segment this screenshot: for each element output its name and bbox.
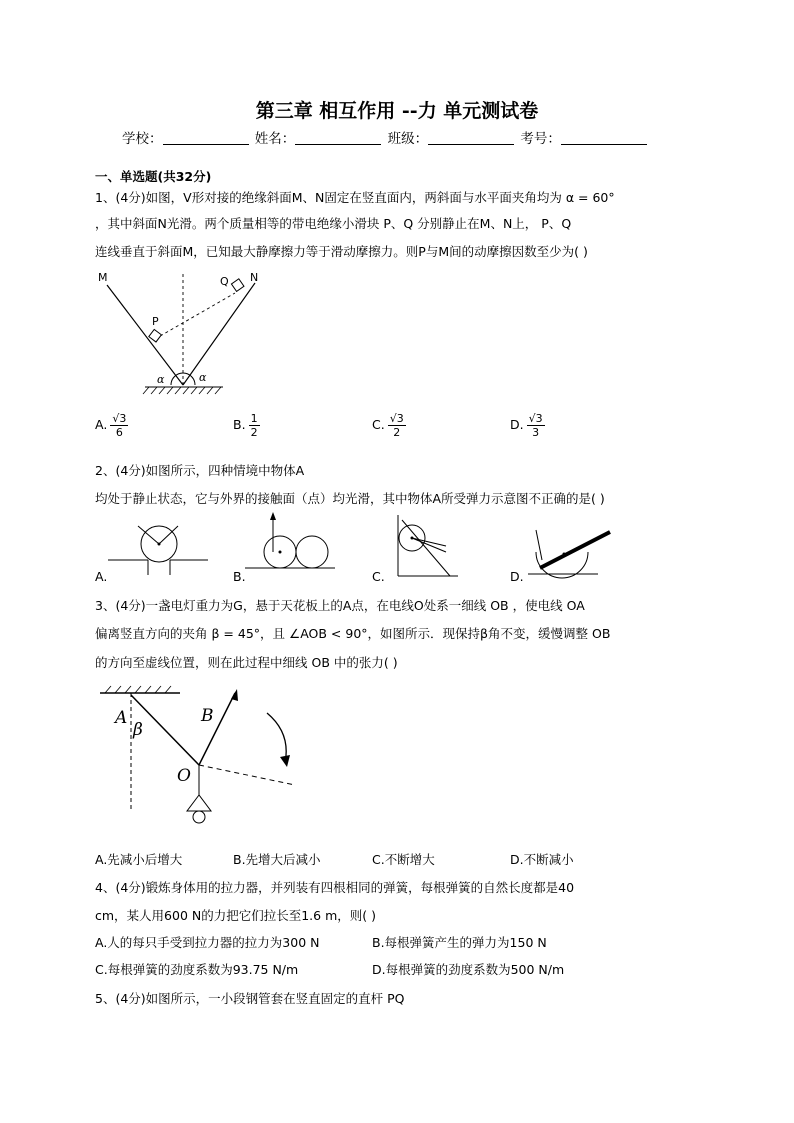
q2-option-a[interactable]: A. (95, 569, 108, 584)
q3-line-3: 的方向至虚线位置，则在此过程中细线 OB 中的张力( ) (95, 655, 398, 670)
student-info-row (122, 127, 649, 147)
q1-figure (95, 265, 275, 405)
q1-label-alpha-left: α (157, 373, 165, 386)
q3-option-a[interactable]: A.先减小后增大 (95, 852, 183, 867)
q2-figure-c (388, 510, 488, 580)
school-blank[interactable] (163, 130, 249, 145)
q2-option-d[interactable]: D. (510, 569, 524, 584)
q4-option-b[interactable]: B.每根弹簧产生的弹力为150 N (372, 935, 547, 950)
q1-label-n: N (250, 271, 259, 284)
q4-option-a[interactable]: A.人的每只手受到拉力器的拉力为300 N (95, 935, 320, 950)
q1-line-3: 连线垂直于斜面M，已知最大静摩擦力等于滑动摩擦力。则P与M间的动摩擦因数至少为( ) (95, 244, 588, 259)
class-label: 班级： (387, 131, 429, 147)
q2-option-b[interactable]: B. (233, 569, 246, 584)
page-title: 第三章 相互作用 --力 单元测试卷 (255, 100, 539, 122)
q3-label-o: O (177, 766, 191, 786)
q1-label-alpha-right: α (199, 371, 207, 384)
q1-option-c[interactable]: C. $\frac{√3}{2}$ (372, 412, 404, 439)
q4-option-c[interactable]: C.每根弹簧的劲度系数为93.75 N/m (95, 962, 299, 977)
section-heading: 一、单选题(共32分) (95, 169, 212, 184)
q3-figure (95, 685, 325, 835)
q2-figure-a (108, 510, 208, 580)
exam-number-blank[interactable] (561, 130, 647, 145)
q2-option-c[interactable]: C. (372, 569, 385, 584)
q1-line-2: ，其中斜面N光滑。两个质量相等的带电绝缘小滑块 P、Q 分别静止在M、N上， P、Q (95, 216, 572, 231)
q1-option-d[interactable]: D. $\frac{√3}{3}$ (510, 412, 543, 439)
school-label: 学校： (122, 131, 163, 147)
q1-option-a[interactable]: A. $\frac{√3}{6}$ (95, 412, 127, 439)
q2-figure-d (518, 510, 628, 580)
q2-line-2: 均处于静止状态，它与外界的接触面（点）均光滑，其中物体A所受弹力示意图不正确的是( ) (95, 491, 605, 506)
q3-label-b: B (201, 706, 214, 726)
q3-label-a: A (115, 708, 128, 728)
q4-line-2: cm，某人用600 N的力把它们拉长至1.6 m，则( ) (95, 908, 376, 923)
exam-number-label: 考号： (520, 131, 561, 147)
q3-line-2: 偏离竖直方向的夹角 β = 45°，且 ∠AOB < 90°，如图所示．现保持β角不变，缓慢调整 OB (95, 626, 611, 641)
q3-option-d[interactable]: D.不断减小 (510, 852, 574, 867)
q3-option-c[interactable]: C.不断增大 (372, 852, 435, 867)
q4-line-1: 4、(4分)锻炼身体用的拉力器，并列装有四根相同的弹簧，每根弹簧的自然长度都是40 (95, 880, 575, 895)
q3-label-beta: β (133, 720, 143, 740)
q1-option-b[interactable]: B. $\frac{1}{2}$ (233, 412, 258, 439)
q3-line-1: 3、(4分)一盏电灯重力为G，悬于天花板上的A点，在电线O处系一细线 OB ，使电线 OA (95, 598, 585, 613)
q1-label-q: Q (220, 275, 229, 288)
q2-line-1: 2、(4分)如图所示，四种情境中物体A (95, 463, 305, 478)
q1-label-m: M (98, 271, 108, 284)
class-blank[interactable] (428, 130, 514, 145)
q1-line-1: 1、(4分)如图，V形对接的绝缘斜面M、N固定在竖直面内，两斜面与水平面夹角均为 α = 60° (95, 190, 615, 205)
q3-option-b[interactable]: B.先增大后减小 (233, 852, 321, 867)
q1-label-p: P (152, 315, 159, 328)
name-label: 姓名： (254, 131, 296, 147)
q2-figure-b (245, 508, 345, 580)
q5-line-1: 5、(4分)如图所示，一小段钢管套在竖直固定的直杆 PQ (95, 991, 405, 1006)
name-blank[interactable] (295, 130, 381, 145)
q4-option-d[interactable]: D.每根弹簧的劲度系数为500 N/m (372, 962, 565, 977)
